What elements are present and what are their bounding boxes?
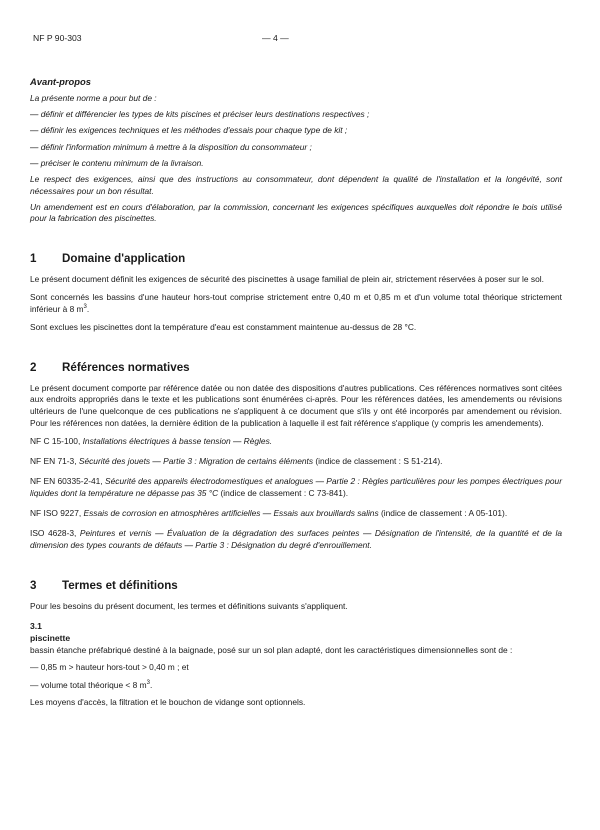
paragraph: Le présent document définit les exigences de sécurité des piscinettes à usage familial de plein air, strictement réservées à poser sur le sol. bbox=[30, 273, 544, 284]
foreword-intro: La présente norme a pour but de : bbox=[30, 92, 157, 103]
definition-item: — 0,85 m > hauteur hors-tout > 0,40 m ; et bbox=[30, 662, 189, 673]
section-heading bbox=[30, 578, 562, 594]
reference-item bbox=[30, 476, 562, 499]
paragraph-end: . bbox=[86, 303, 90, 314]
reference-item bbox=[30, 456, 562, 468]
reference-item bbox=[30, 508, 562, 520]
section-number: 1 bbox=[30, 251, 37, 265]
terms-section bbox=[30, 601, 562, 709]
section-title: Références normatives bbox=[62, 360, 190, 374]
section-heading bbox=[30, 360, 562, 376]
foreword-item: — préciser le contenu minimum de la livraison. bbox=[30, 157, 204, 168]
superscript: 3 bbox=[83, 304, 87, 311]
foreword-item: — définir et différencier les types de kits piscines et préciser leurs destinations respectives ; bbox=[30, 109, 370, 120]
definition-item-end: . bbox=[149, 679, 153, 690]
reference-tail: (indice de classement : S 51-214). bbox=[313, 456, 443, 467]
reference-tail: (indice de classement : A 05-101). bbox=[378, 508, 508, 519]
reference-code: NF EN 60335-2-41, bbox=[30, 476, 106, 487]
reference-title: Essais de corrosion en atmosphères artificielles — Essais aux brouillards salins bbox=[83, 508, 379, 519]
reference-code: NF C 15-100, bbox=[30, 435, 83, 446]
foreword bbox=[30, 76, 562, 225]
paragraph-text: Sont concernés les bassins d'une hauteur hors-tout comprise strictement entre 0,40 m et 0,85 m et d'un volume total théorique strictement inférieur à 8 m bbox=[30, 292, 562, 314]
reference-item bbox=[30, 528, 562, 551]
term-number: 3.1 bbox=[30, 621, 42, 632]
section-heading bbox=[30, 251, 562, 267]
document-id: NF P 90-303 bbox=[33, 33, 82, 43]
reference-title: Peintures et vernis — Évaluation de la dégradation des surfaces peintes — Désignation de l'intensité, de la quantité et de la dimension des types courants de défauts — Partie 3 : Désignation du degré d'enrouillement. bbox=[30, 528, 562, 550]
paragraph: Sont exclues les piscinettes dont la température d'eau est constamment maintenue au-dessus de 28 °C. bbox=[30, 322, 417, 333]
page-number: — 4 — bbox=[262, 33, 289, 43]
term-name: piscinette bbox=[30, 632, 71, 643]
definition-item-text: — volume total théorique < 8 m bbox=[30, 679, 147, 690]
paragraph: Pour les besoins du présent document, les termes et définitions suivants s'appliquent. bbox=[30, 600, 348, 611]
foreword-item: — définir l'information minimum à mettre à la disposition du consommateur ; bbox=[30, 141, 312, 152]
foreword-paragraph: Un amendement est en cours d'élaboration, par la commission, concernant les exigences spécifiques auxquelles doit répondre le bois utilisé pour la fabrication des piscinettes. bbox=[30, 201, 562, 224]
reference-title: Sécurité des appareils électrodomestiques et analogues — Partie 2 : Règles particulières pour les pompes électriques pour liquides dont la température ne dépasse pas 35 °C bbox=[30, 476, 563, 498]
paragraph: Le présent document comporte par référence datée ou non datée des dispositions d'autres publications. Ces références normatives sont citées aux endroits appropriés dans le texte et les publications sont énumérées ci-après. Pour les références datées, les amendements ou révisions ultérieurs de l'une quelconque de ces publications ne s'appliquent à ce document que s'ils y ont été incorporés par amendement ou révision. Pour les références non datées, la dernière édition de la publication à laquelle il est fait référence s'applique (y compris les amendements). bbox=[30, 382, 562, 428]
reference-tail: (indice de classement : C 73-841). bbox=[218, 487, 349, 498]
reference-code: NF EN 71-3, bbox=[30, 456, 79, 467]
reference-title: Installations électriques à basse tension — Règles. bbox=[82, 435, 273, 446]
foreword-title: Avant-propos bbox=[30, 76, 91, 87]
foreword-item: — définir les exigences techniques et les méthodes d'essais pour chaque type de kit ; bbox=[30, 125, 348, 136]
superscript: 3 bbox=[146, 679, 150, 686]
foreword-paragraph: Le respect des exigences, ainsi que des instructions au consommateur, dont dépendent la qualité de l'installation et la longévité, sont nécessaires pour un bon résultat. bbox=[30, 173, 562, 196]
paragraph: Les moyens d'accès, la filtration et le bouchon de vidange sont optionnels. bbox=[30, 696, 306, 707]
paragraph bbox=[30, 292, 562, 315]
reference-code: ISO 4628-3, bbox=[30, 528, 80, 539]
reference-title: Sécurité des jouets — Partie 3 : Migration de certains éléments bbox=[78, 456, 314, 467]
section-number: 2 bbox=[30, 360, 37, 374]
reference-item bbox=[30, 436, 562, 448]
reference-code: NF ISO 9227, bbox=[30, 508, 84, 519]
section-title: Domaine d'application bbox=[62, 251, 186, 265]
definition-item bbox=[30, 680, 562, 692]
section-title: Termes et définitions bbox=[62, 578, 178, 592]
term-definition: bassin étanche préfabriqué destiné à la baignade, posé sur un sol plan adapté, dont les caractéristiques dimensionnelles sont de : bbox=[30, 644, 513, 655]
section-number: 3 bbox=[30, 578, 37, 592]
document-body bbox=[30, 76, 562, 714]
